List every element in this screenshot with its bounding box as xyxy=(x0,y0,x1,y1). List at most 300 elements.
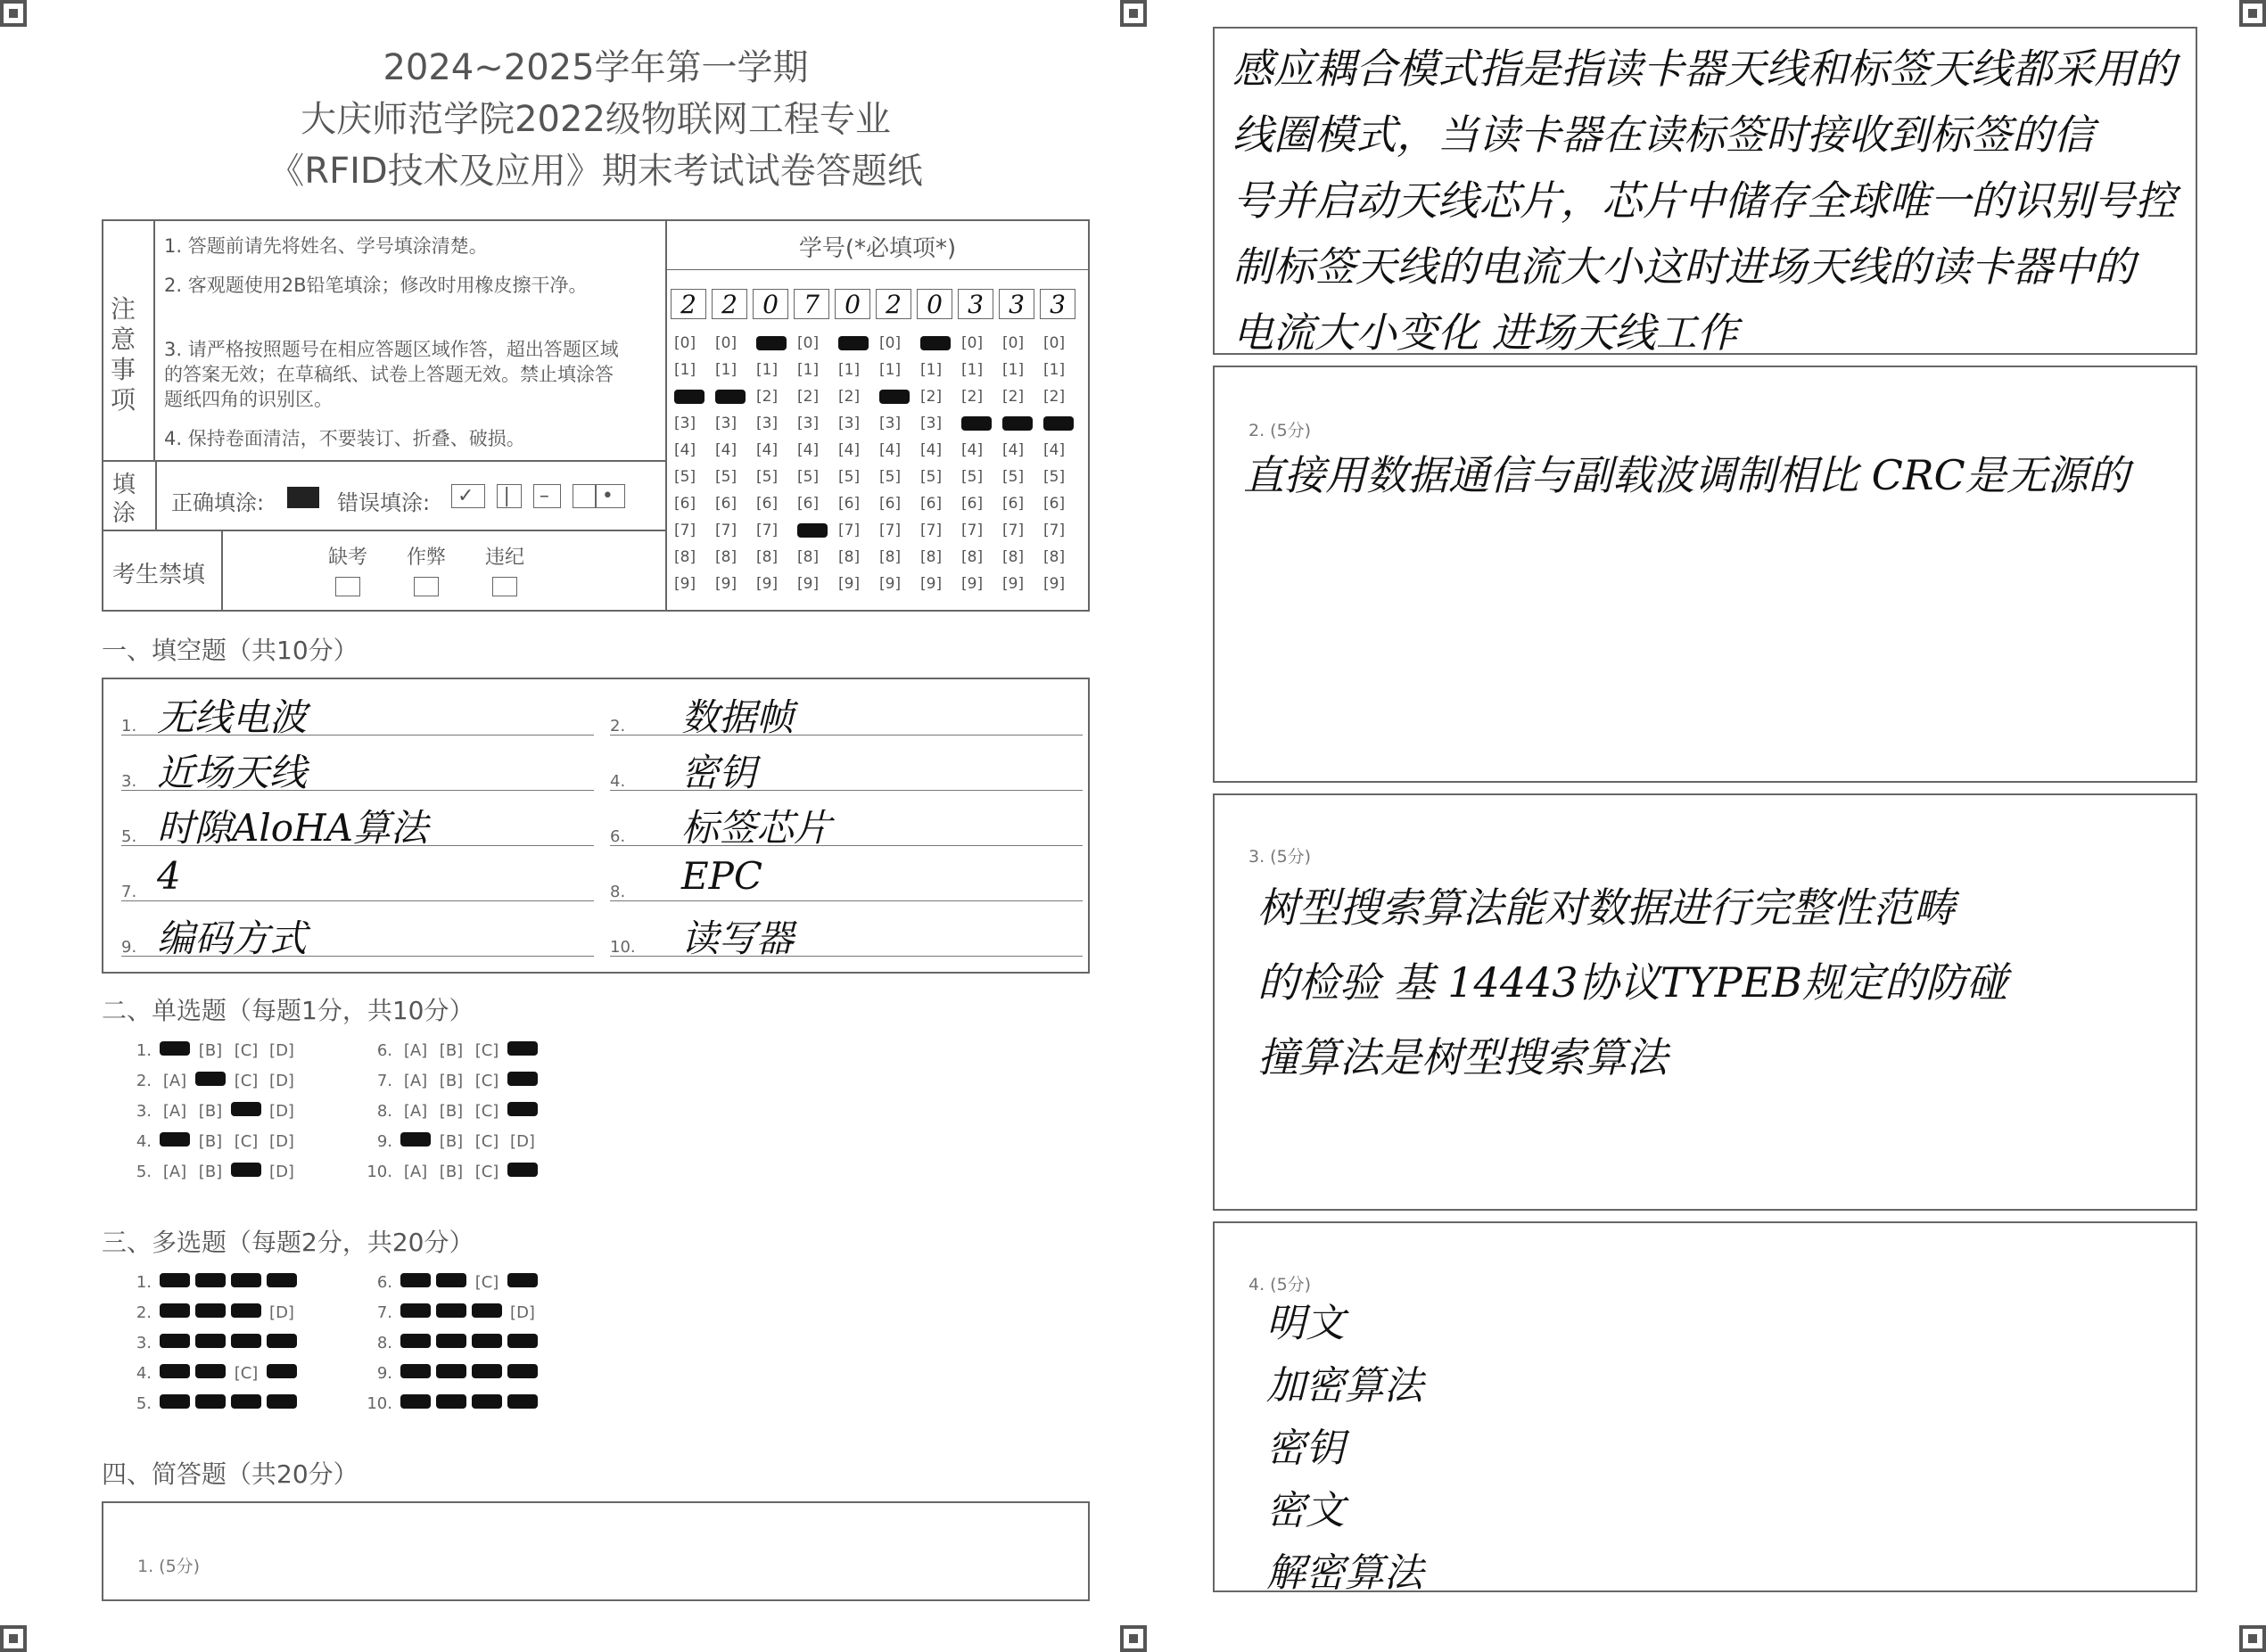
student-id-bubble[interactable]: [5] xyxy=(1002,468,1025,486)
student-id-bubble[interactable]: [9] xyxy=(1002,575,1025,593)
student-id-bubble[interactable]: [4] xyxy=(838,441,861,459)
student-id-bubble[interactable]: [8] xyxy=(756,548,779,566)
student-id-bubble[interactable]: [0] xyxy=(715,334,737,352)
option-bubble-filled[interactable] xyxy=(157,1273,193,1292)
student-id-bubble[interactable]: [5] xyxy=(961,468,984,486)
student-id-bubble[interactable]: [8] xyxy=(879,548,902,566)
option-bubble-filled[interactable] xyxy=(505,1072,540,1090)
option-bubble[interactable]: [A] xyxy=(162,1102,187,1121)
student-id-bubble[interactable]: [2] xyxy=(1002,388,1025,406)
student-id-bubble[interactable]: [8] xyxy=(715,548,737,566)
fill-blank-answer: 时隙AloHA算法 xyxy=(157,806,429,850)
option-bubble[interactable]: [C] xyxy=(474,1041,499,1060)
option-bubble-filled[interactable] xyxy=(228,1303,264,1322)
section2-question-row xyxy=(357,1102,540,1121)
filled-bubble xyxy=(400,1394,431,1409)
filled-bubble xyxy=(160,1364,190,1378)
option-bubble-filled[interactable] xyxy=(157,1303,193,1322)
option-bubble-filled[interactable] xyxy=(398,1394,433,1413)
filled-bubble xyxy=(507,1072,538,1086)
section3-question-row xyxy=(357,1334,540,1352)
answer-line: 的检验 基 14443协议TYPEB规定的防碰 xyxy=(1257,958,2007,1007)
student-id-bubble[interactable]: [0] xyxy=(879,334,902,352)
q3-handwritten-answer xyxy=(1257,870,2185,1095)
student-id-bubble[interactable]: [3] xyxy=(879,415,902,432)
option-bubble[interactable]: [B] xyxy=(439,1102,464,1121)
option-bubble-filled[interactable] xyxy=(469,1334,505,1352)
filled-bubble xyxy=(507,1102,538,1116)
student-id-bubble[interactable]: [4] xyxy=(756,441,779,459)
fill-blank-number: 3. xyxy=(121,772,137,791)
student-id-bubble[interactable]: [2] xyxy=(920,388,943,406)
student-id-bubble[interactable]: [1] xyxy=(920,361,943,379)
q1-label: 1. (5分) xyxy=(137,1557,201,1576)
question-number: 4. xyxy=(136,1364,152,1383)
filled-bubble xyxy=(231,1273,261,1287)
fill-blank-answer: 近场天线 xyxy=(157,751,308,794)
option-bubble-filled[interactable] xyxy=(433,1334,469,1352)
student-id-bubble[interactable]: [3] xyxy=(838,415,861,432)
option-bubble-filled[interactable] xyxy=(193,1072,228,1090)
option-bubble-filled[interactable] xyxy=(228,1102,264,1121)
student-id-digit: 0 xyxy=(835,289,870,319)
option-bubble[interactable]: [C] xyxy=(474,1163,499,1181)
section2-question-row xyxy=(116,1102,300,1121)
filled-bubble xyxy=(838,336,869,350)
notice-label: 注意事项 xyxy=(111,294,136,415)
option-bubble[interactable]: [C] xyxy=(474,1273,499,1292)
student-id-bubble[interactable]: [4] xyxy=(797,441,820,459)
student-id-bubble[interactable]: [9] xyxy=(1043,575,1066,593)
wrong-fill-samples: ✓ | – • xyxy=(451,485,625,507)
option-bubble[interactable]: [D] xyxy=(269,1072,294,1090)
student-id-bubble-filled[interactable] xyxy=(961,410,1002,437)
student-id-grid-row xyxy=(674,464,1084,490)
student-id-digit: 2 xyxy=(671,289,706,319)
option-bubble[interactable]: [B] xyxy=(439,1072,464,1090)
answer-line: 制标签天线的电流大小这时进场天线的读卡器中的 xyxy=(1232,242,2135,291)
section4-title: 四、简答题（共20分） xyxy=(102,1459,358,1489)
student-id-bubble[interactable]: [6] xyxy=(797,495,820,513)
section1-title: 一、填空题（共10分） xyxy=(102,636,358,665)
student-id-bubble[interactable]: [5] xyxy=(674,468,696,486)
question-number: 5. xyxy=(136,1163,152,1181)
student-id-bubble-filled[interactable] xyxy=(1002,410,1043,437)
fill-blank-answer: 标签芯片 xyxy=(681,806,832,850)
option-bubble[interactable]: [C] xyxy=(474,1102,499,1121)
filled-bubble xyxy=(267,1394,297,1409)
q4-handwritten-answer xyxy=(1266,1293,1712,1605)
student-id-bubble[interactable]: [9] xyxy=(879,575,902,593)
section2-question-row xyxy=(357,1163,540,1181)
option-bubble-filled[interactable] xyxy=(505,1364,540,1383)
student-id-bubble[interactable]: [8] xyxy=(838,548,861,566)
student-id-bubble[interactable]: [4] xyxy=(879,441,902,459)
student-id-bubble[interactable]: [3] xyxy=(920,415,943,432)
student-id-bubble[interactable]: [3] xyxy=(797,415,820,432)
student-id-bubble[interactable]: [1] xyxy=(715,361,737,379)
term-title: 2024~2025学年第一学期 xyxy=(383,47,809,88)
option-bubble-filled[interactable] xyxy=(398,1273,433,1292)
student-id-bubble[interactable]: [7] xyxy=(715,522,737,539)
section2-question-row xyxy=(116,1072,300,1090)
fill-blank-number: 4. xyxy=(610,772,626,791)
fill-blank-answer: 读写器 xyxy=(681,916,795,960)
q2-answer-box[interactable] xyxy=(1213,366,2197,783)
student-id-bubble[interactable]: [1] xyxy=(961,361,984,379)
filled-bubble xyxy=(195,1394,226,1409)
student-id-bubble[interactable]: [9] xyxy=(961,575,984,593)
fill-blank-answer: 4 xyxy=(157,854,181,898)
option-bubble[interactable]: [B] xyxy=(439,1041,464,1060)
student-id-bubble[interactable]: [2] xyxy=(838,388,861,406)
filled-bubble xyxy=(267,1364,297,1378)
option-bubble-filled[interactable] xyxy=(505,1041,540,1060)
filled-bubble xyxy=(436,1334,466,1348)
option-bubble-filled[interactable] xyxy=(469,1303,505,1322)
student-id-bubble[interactable]: [3] xyxy=(674,415,696,432)
student-id-bubble[interactable]: [0] xyxy=(797,334,820,352)
filled-bubble xyxy=(507,1364,538,1378)
student-id-digit: 2 xyxy=(712,289,747,319)
student-id-bubble[interactable]: [6] xyxy=(674,495,696,513)
student-id-grid-row xyxy=(674,571,1084,597)
option-bubble[interactable]: [D] xyxy=(269,1102,294,1121)
corner-marker-top-right xyxy=(2239,0,2266,27)
student-id-bubble[interactable]: [6] xyxy=(961,495,984,513)
answer-line: 明文 xyxy=(1266,1301,1345,1346)
student-id-grid-row xyxy=(674,544,1084,571)
student-id-bubble[interactable]: [8] xyxy=(961,548,984,566)
student-id-bubble[interactable]: [0] xyxy=(1043,334,1066,352)
student-id-bubble[interactable]: [1] xyxy=(1043,361,1066,379)
q2-handwritten-answer xyxy=(1243,442,2188,508)
fill-blank-line[interactable] xyxy=(610,900,1083,901)
option-bubble[interactable]: [D] xyxy=(510,1303,535,1322)
student-id-bubble[interactable]: [2] xyxy=(797,388,820,406)
question-number: 10. xyxy=(367,1394,392,1413)
corner-marker-top-middle xyxy=(1120,0,1147,27)
corner-marker-bottom-left xyxy=(0,1625,27,1652)
student-id-bubble[interactable]: [8] xyxy=(1043,548,1066,566)
option-bubble[interactable]: [C] xyxy=(234,1072,259,1090)
student-id-bubble[interactable]: [6] xyxy=(1002,495,1025,513)
option-bubble[interactable]: [B] xyxy=(439,1163,464,1181)
filled-bubble xyxy=(231,1303,261,1318)
option-bubble-filled[interactable] xyxy=(398,1132,433,1151)
student-id-bubble[interactable]: [2] xyxy=(756,388,779,406)
filled-bubble xyxy=(400,1303,431,1318)
student-id-bubble[interactable]: [1] xyxy=(1002,361,1025,379)
filled-bubble xyxy=(231,1102,261,1116)
student-id-bubble[interactable]: [4] xyxy=(715,441,737,459)
filled-bubble xyxy=(231,1334,261,1348)
fill-blank-number: 1. xyxy=(121,717,137,736)
option-bubble-filled[interactable] xyxy=(264,1394,300,1413)
student-id-title: 学号(*必填项*) xyxy=(798,235,957,262)
student-id-bubble[interactable]: [9] xyxy=(756,575,779,593)
question-number: 7. xyxy=(376,1072,392,1090)
student-id-digits xyxy=(671,289,1081,319)
filled-bubble xyxy=(400,1132,431,1147)
student-id-bubble[interactable]: [4] xyxy=(674,441,696,459)
student-id-bubble[interactable]: [7] xyxy=(838,522,861,539)
option-bubble[interactable]: [C] xyxy=(474,1072,499,1090)
option-bubble-filled[interactable] xyxy=(193,1334,228,1352)
option-bubble[interactable]: [C] xyxy=(474,1132,499,1151)
option-bubble[interactable]: [B] xyxy=(198,1132,223,1151)
q1-handwritten-answer xyxy=(1232,36,2187,366)
student-id-digit: 0 xyxy=(917,289,952,319)
correct-fill-sample xyxy=(287,487,319,508)
filled-bubble xyxy=(195,1273,226,1287)
student-id-grid-row xyxy=(674,383,1084,410)
option-bubble[interactable]: [A] xyxy=(403,1041,428,1060)
option-bubble[interactable]: [D] xyxy=(510,1132,535,1151)
option-bubble-filled[interactable] xyxy=(157,1394,193,1413)
student-id-bubble[interactable]: [9] xyxy=(674,575,696,593)
filled-bubble xyxy=(195,1072,226,1086)
option-bubble[interactable]: [D] xyxy=(269,1041,294,1060)
student-id-bubble[interactable]: [4] xyxy=(1002,441,1025,459)
student-id-bubble[interactable]: [1] xyxy=(879,361,902,379)
option-bubble-filled[interactable] xyxy=(398,1364,433,1383)
option-bubble[interactable]: [D] xyxy=(269,1132,294,1151)
answer-line: 密文 xyxy=(1266,1488,1345,1533)
student-id-bubble[interactable]: [5] xyxy=(715,468,737,486)
corner-marker-top-left xyxy=(0,0,27,27)
student-id-bubble-filled[interactable] xyxy=(756,330,797,357)
filled-bubble xyxy=(195,1334,226,1348)
student-id-bubble[interactable]: [7] xyxy=(1002,522,1025,539)
student-id-bubble[interactable]: [9] xyxy=(920,575,943,593)
filled-bubble xyxy=(436,1394,466,1409)
student-id-bubble[interactable]: [6] xyxy=(1043,495,1066,513)
option-bubble[interactable]: [A] xyxy=(162,1163,187,1181)
question-number: 7. xyxy=(376,1303,392,1322)
q4-label: 4. (5分) xyxy=(1248,1275,1312,1294)
section2-question-row xyxy=(116,1132,300,1151)
option-bubble-filled[interactable] xyxy=(157,1132,193,1151)
option-bubble-filled[interactable] xyxy=(505,1334,540,1352)
student-id-bubble[interactable]: [9] xyxy=(838,575,861,593)
student-id-bubble[interactable]: [6] xyxy=(838,495,861,513)
student-id-bubble[interactable]: [2] xyxy=(1043,388,1066,406)
student-id-bubble[interactable]: [9] xyxy=(715,575,737,593)
answer-line: 感应耦合模式指是指读卡器天线和标签天线都采用的 xyxy=(1232,45,2176,93)
student-id-bubble-filled[interactable] xyxy=(715,383,756,410)
student-id-bubble[interactable]: [7] xyxy=(961,522,984,539)
student-id-bubble-filled[interactable] xyxy=(838,330,879,357)
student-id-bubble[interactable]: [8] xyxy=(674,548,696,566)
student-id-bubble[interactable]: [6] xyxy=(879,495,902,513)
forbid-label: 考生禁填 xyxy=(112,562,206,588)
fill-blank-line[interactable] xyxy=(121,900,594,901)
option-bubble-filled[interactable] xyxy=(193,1273,228,1292)
filled-bubble xyxy=(195,1364,226,1378)
section2-question-row xyxy=(357,1041,540,1060)
student-id-bubble[interactable]: [1] xyxy=(674,361,696,379)
option-bubble-filled[interactable] xyxy=(433,1273,469,1292)
option-bubble-filled[interactable] xyxy=(228,1334,264,1352)
short-answer-q1-box[interactable] xyxy=(102,1501,1090,1601)
exam-title: 《RFID技术及应用》期末考试试卷答题纸 xyxy=(268,151,923,192)
student-id-bubble[interactable]: [4] xyxy=(961,441,984,459)
option-bubble-filled[interactable] xyxy=(469,1364,505,1383)
option-bubble[interactable]: [A] xyxy=(403,1163,428,1181)
student-id-bubble-filled[interactable] xyxy=(879,383,920,410)
answer-line: 解密算法 xyxy=(1266,1550,1423,1596)
student-id-bubble[interactable]: [5] xyxy=(879,468,902,486)
student-id-bubble-filled[interactable] xyxy=(920,330,961,357)
option-bubble[interactable]: [B] xyxy=(198,1041,223,1060)
student-id-bubble[interactable]: [4] xyxy=(1043,441,1066,459)
option-bubble[interactable]: [A] xyxy=(403,1102,428,1121)
option-bubble-filled[interactable] xyxy=(264,1364,300,1383)
section3-title: 三、多选题（每题2分，共20分） xyxy=(102,1228,474,1257)
notice-item-3: 3. 请严格按照题号在相应答题区域作答，超出答题区域的答案无效；在草稿纸、试卷上答题无效。禁止填涂答题纸四角的识别区。 xyxy=(164,339,619,410)
answer-line: 线圈模式，当读卡器在读标签时接收到标签的信 xyxy=(1232,111,2094,159)
absent-checkbox[interactable] xyxy=(335,577,360,596)
student-id-bubble[interactable]: [1] xyxy=(838,361,861,379)
option-bubble-filled[interactable] xyxy=(228,1273,264,1292)
student-id-grid-row xyxy=(674,357,1084,383)
student-id-bubble[interactable]: [6] xyxy=(756,495,779,513)
student-id-digit: 3 xyxy=(1040,289,1075,319)
option-bubble[interactable]: [B] xyxy=(198,1102,223,1121)
section2-question-row xyxy=(357,1132,540,1151)
option-bubble-filled[interactable] xyxy=(157,1334,193,1352)
filled-bubble xyxy=(400,1273,431,1287)
student-id-bubble[interactable]: [1] xyxy=(797,361,820,379)
student-id-bubble-filled[interactable] xyxy=(1043,410,1084,437)
student-id-bubble[interactable]: [7] xyxy=(674,522,696,539)
question-number: 1. xyxy=(136,1273,152,1292)
filled-bubble xyxy=(1043,416,1074,431)
student-id-bubble[interactable]: [7] xyxy=(920,522,943,539)
student-id-bubble[interactable]: [6] xyxy=(920,495,943,513)
option-bubble-filled[interactable] xyxy=(505,1102,540,1121)
violation-checkbox[interactable] xyxy=(492,577,517,596)
student-id-digit: 3 xyxy=(958,289,993,319)
option-bubble[interactable]: [C] xyxy=(234,1364,259,1383)
question-number: 5. xyxy=(136,1394,152,1413)
section3-question-row xyxy=(116,1303,300,1322)
student-id-bubble[interactable]: [8] xyxy=(797,548,820,566)
question-number: 9. xyxy=(376,1364,392,1383)
option-bubble[interactable]: [A] xyxy=(162,1072,187,1090)
student-id-grid-row xyxy=(674,490,1084,517)
option-bubble[interactable]: [B] xyxy=(198,1163,223,1181)
option-bubble[interactable]: [C] xyxy=(234,1132,259,1151)
option-bubble-filled[interactable] xyxy=(505,1273,540,1292)
option-bubble-filled[interactable] xyxy=(433,1394,469,1413)
student-id-grid-row xyxy=(674,437,1084,464)
option-bubble[interactable]: [A] xyxy=(403,1072,428,1090)
filled-bubble xyxy=(879,390,910,404)
student-id-bubble[interactable]: [0] xyxy=(674,334,696,352)
student-id-bubble[interactable]: [0] xyxy=(1002,334,1025,352)
filled-bubble xyxy=(267,1273,297,1287)
student-id-bubble-grid[interactable] xyxy=(674,330,1084,597)
question-number: 9. xyxy=(376,1132,392,1151)
correct-fill-label: 正确填涂: xyxy=(171,490,265,515)
answer-line: 撞算法是树型搜索算法 xyxy=(1257,1033,1668,1081)
q3-label: 3. (5分) xyxy=(1248,847,1312,867)
student-id-bubble[interactable]: [3] xyxy=(715,415,737,432)
answer-line: 电流大小变化 进场天线工作 xyxy=(1232,308,1738,357)
question-number: 6. xyxy=(376,1273,392,1292)
filled-bubble xyxy=(507,1334,538,1348)
student-id-bubble[interactable]: [8] xyxy=(1002,548,1025,566)
student-id-bubble[interactable]: [9] xyxy=(797,575,820,593)
option-bubble-filled[interactable] xyxy=(433,1364,469,1383)
student-id-bubble[interactable]: [6] xyxy=(715,495,737,513)
option-bubble[interactable]: [C] xyxy=(234,1041,259,1060)
student-id-bubble[interactable]: [4] xyxy=(920,441,943,459)
option-bubble-filled[interactable] xyxy=(505,1394,540,1413)
cheat-checkbox[interactable] xyxy=(414,577,439,596)
student-id-bubble[interactable]: [7] xyxy=(879,522,902,539)
student-id-bubble[interactable]: [7] xyxy=(1043,522,1066,539)
option-bubble-filled[interactable] xyxy=(398,1303,433,1322)
student-id-bubble[interactable]: [5] xyxy=(838,468,861,486)
student-id-bubble[interactable]: [5] xyxy=(756,468,779,486)
student-id-bubble-filled[interactable] xyxy=(797,517,838,544)
option-bubble-filled[interactable] xyxy=(433,1303,469,1322)
option-bubble-filled[interactable] xyxy=(193,1394,228,1413)
filled-bubble xyxy=(920,336,951,350)
option-bubble-filled[interactable] xyxy=(157,1364,193,1383)
option-bubble-filled[interactable] xyxy=(193,1364,228,1383)
notice-item-2: 2. 客观题使用2B铅笔填涂；修改时用橡皮擦干净。 xyxy=(164,275,588,296)
student-id-bubble[interactable]: [7] xyxy=(756,522,779,539)
filled-bubble xyxy=(507,1163,538,1177)
answer-line: 密钥 xyxy=(1266,1426,1345,1471)
fill-blank-number: 2. xyxy=(610,717,626,736)
filled-bubble xyxy=(1002,416,1033,431)
option-bubble-filled[interactable] xyxy=(469,1394,505,1413)
option-bubble-filled[interactable] xyxy=(505,1163,540,1181)
option-bubble-filled[interactable] xyxy=(193,1303,228,1322)
option-bubble-filled[interactable] xyxy=(228,1394,264,1413)
option-bubble-filled[interactable] xyxy=(264,1273,300,1292)
fill-blank-answer: 编码方式 xyxy=(157,916,308,960)
student-id-bubble[interactable]: [0] xyxy=(961,334,984,352)
filled-bubble xyxy=(436,1273,466,1287)
option-bubble-filled[interactable] xyxy=(157,1041,193,1060)
student-id-bubble[interactable]: [5] xyxy=(1043,468,1066,486)
student-id-bubble[interactable]: [1] xyxy=(756,361,779,379)
student-id-bubble[interactable]: [2] xyxy=(961,388,984,406)
student-id-bubble[interactable]: [3] xyxy=(756,415,779,432)
option-bubble[interactable]: [D] xyxy=(269,1303,294,1322)
option-bubble-filled[interactable] xyxy=(228,1163,264,1181)
option-bubble-filled[interactable] xyxy=(398,1334,433,1352)
filled-bubble xyxy=(231,1163,261,1177)
answer-line: 树型搜索算法能对数据进行完整性范畴 xyxy=(1257,884,1955,932)
college-title: 大庆师范学院2022级物联网工程专业 xyxy=(301,99,891,140)
option-bubble[interactable]: [D] xyxy=(269,1163,294,1181)
student-id-bubble[interactable]: [8] xyxy=(920,548,943,566)
option-bubble-filled[interactable] xyxy=(264,1334,300,1352)
student-id-bubble[interactable]: [5] xyxy=(920,468,943,486)
student-id-bubble[interactable]: [5] xyxy=(797,468,820,486)
option-bubble[interactable]: [B] xyxy=(439,1132,464,1151)
filled-bubble xyxy=(400,1334,431,1348)
question-number: 3. xyxy=(136,1102,152,1121)
student-id-bubble-filled[interactable] xyxy=(674,383,715,410)
